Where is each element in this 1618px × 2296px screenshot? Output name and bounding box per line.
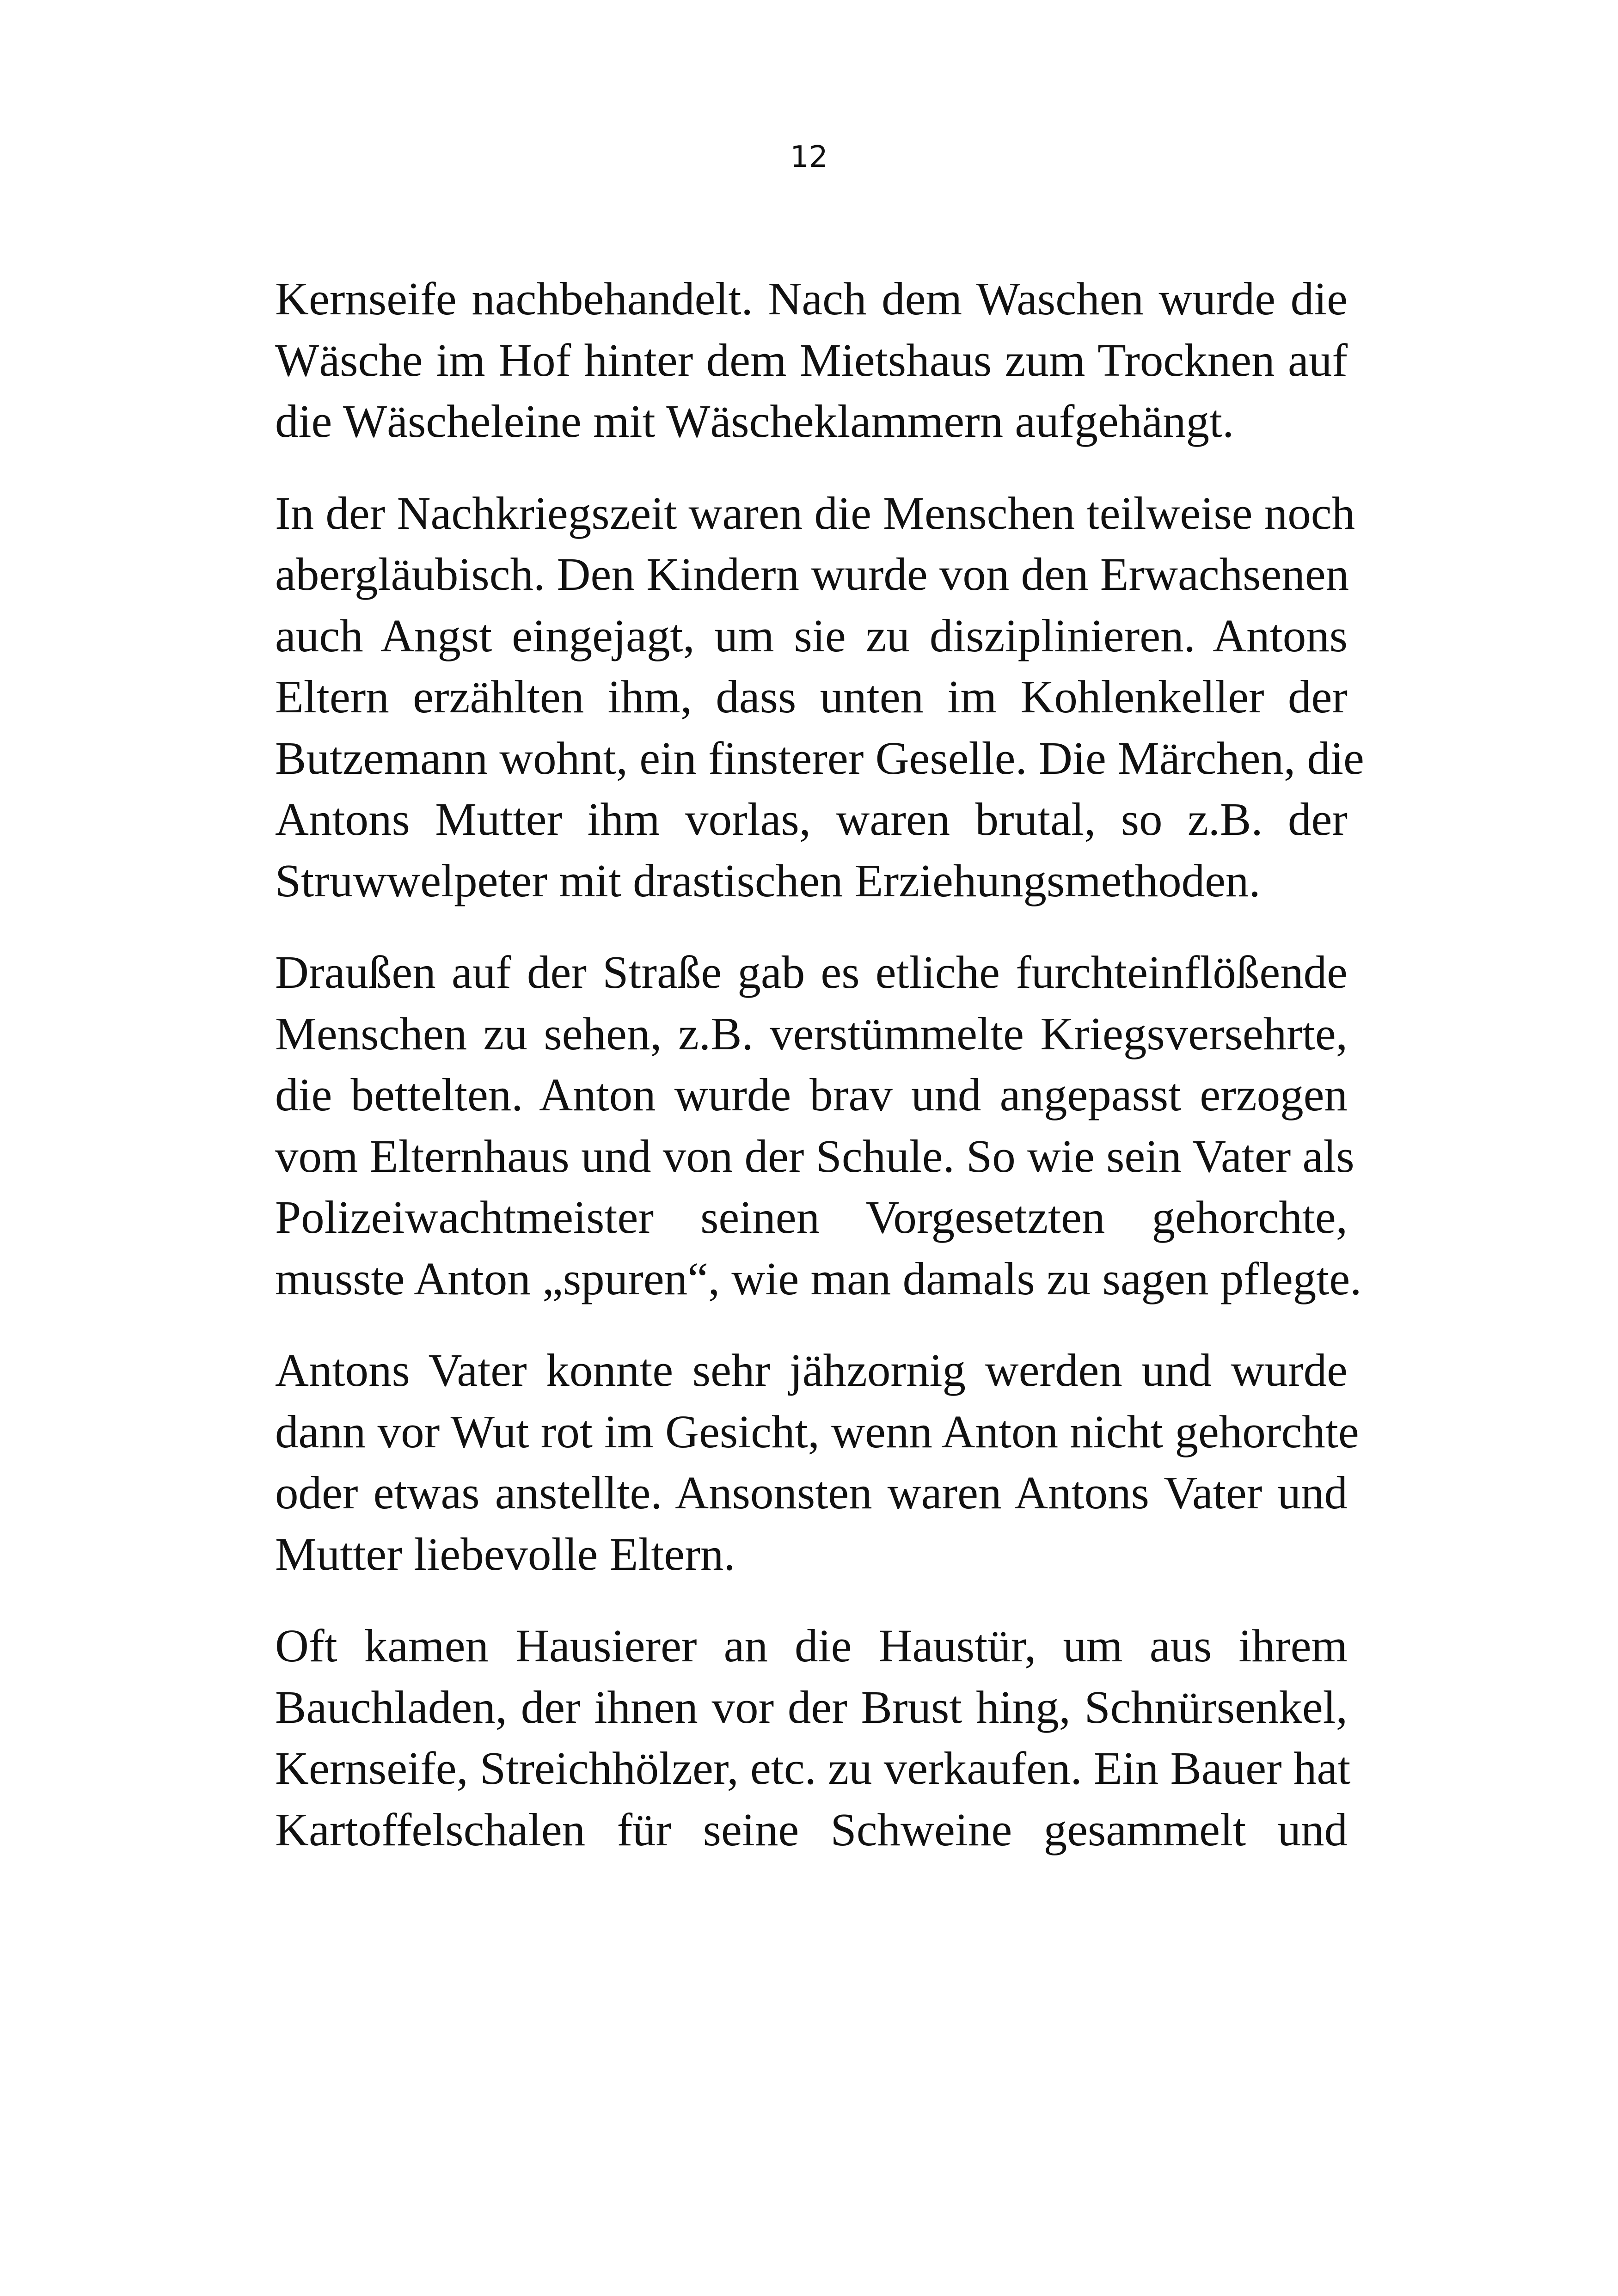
text-line: Wäsche im Hof hinter dem Mietshaus zum Trocknen auf [275, 334, 1348, 386]
text-line: Oft kamen Hausierer an die Haustür, um aus ihrem [275, 1620, 1348, 1671]
text-line: Antons Mutter ihm vorlas, waren brutal, so z.B. der [275, 793, 1348, 845]
text-line: Bauchladen, der ihnen vor der Brust hing, Schnürsenkel, [275, 1681, 1348, 1733]
text-line: Eltern erzählten ihm, dass unten im Kohlenkeller der [275, 671, 1348, 722]
text-line: Mutter liebevolle Eltern. [275, 1528, 735, 1580]
text-line: Struwwelpeter mit drastischen Erziehungsmethoden. [275, 854, 1261, 906]
page-number: 12 [790, 140, 828, 174]
text-line: die bettelten. Anton wurde brav und angepasst erzogen [275, 1069, 1348, 1120]
paragraph-3 [275, 942, 1362, 1309]
text-line: Menschen zu sehen, z.B. verstümmelte Kriegsversehrte, [275, 1007, 1348, 1059]
body-text [275, 268, 1364, 1891]
text-line: Polizeiwachtmeister seinen Vorgesetzten gehorchte, [275, 1191, 1348, 1243]
text-line: Kernseife nachbehandelt. Nach dem Waschen wurde die [275, 273, 1348, 325]
text-line: Draußen auf der Straße gab es etliche furchteinflößende [275, 946, 1348, 998]
text-line: In der Nachkriegszeit waren die Menschen teilweise noch [275, 487, 1355, 539]
text-line: die Wäscheleine mit Wäscheklammern aufgehängt. [275, 395, 1234, 447]
text-line: oder etwas anstellte. Ansonsten waren Antons Vater und [275, 1467, 1348, 1518]
text-line: abergläubisch. Den Kindern wurde von den Erwachsenen [275, 548, 1349, 600]
paragraph-2 [275, 483, 1364, 912]
paragraph-4 [275, 1340, 1359, 1585]
text-line: Kernseife, Streichhölzer, etc. zu verkaufen. Ein Bauer hat [275, 1742, 1351, 1794]
text-line: vom Elternhaus und von der Schule. So wie sein Vater als [275, 1130, 1354, 1182]
text-line: Kartoffelschalen für seine Schweine gesammelt und [275, 1803, 1348, 1855]
paragraph-1 [275, 268, 1348, 452]
text-line: dann vor Wut rot im Gesicht, wenn Anton nicht gehorchte [275, 1405, 1359, 1457]
text-line: Butzemann wohnt, ein finsterer Geselle. Die Märchen, die [275, 732, 1364, 784]
text-line: Antons Vater konnte sehr jähzornig werden und wurde [275, 1344, 1348, 1396]
text-line: musste Anton „spuren“, wie man damals zu sagen pflegte. [275, 1252, 1362, 1304]
paragraph-5 [275, 1615, 1351, 1860]
text-line: auch Angst eingejagt, um sie zu disziplinieren. Antons [275, 609, 1348, 661]
